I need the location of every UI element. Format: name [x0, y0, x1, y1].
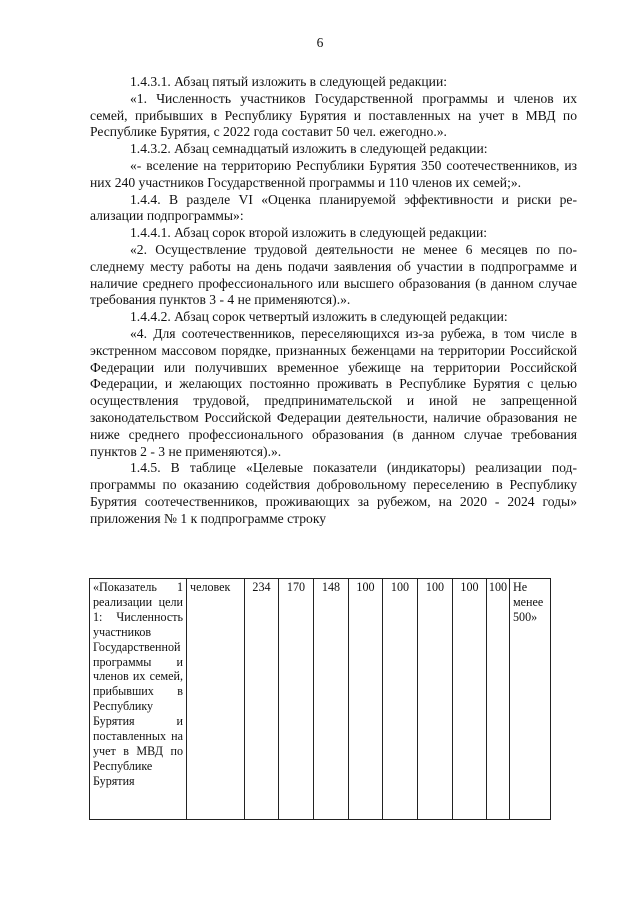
value-cell: 100 [383, 579, 418, 820]
paragraph: «2. Осуществление трудовой деятельности не менее 6 месяцев по последнему месту работы на день подачи заявления об участии в подпрограмме и наличие среднего профессионального или высшего образования (в данном случае требования пунктов 3 - 4 не применяются).». [90, 241, 577, 308]
paragraph: «1. Численность участников Государственной программы и членов их семей, прибывших в Республику Бурятия и поставленных на учет в МВД по Республике Бурятия, с 2022 года составит 50 чел. ежегодно.». [90, 90, 577, 140]
unit-cell: человек [187, 579, 245, 820]
target-value-cell: Не менее 500» [510, 579, 551, 820]
value-cell: 234 [245, 579, 279, 820]
paragraph: 1.4.4.1. Абзац сорок второй изложить в следующей редакции: [130, 225, 488, 241]
document-body [90, 74, 577, 528]
indicator-name-cell: «Показатель 1 реализации цели 1: Численность участников Государственной программы и членов их семей, прибывших в Республику Бурятия и поставленных на учет в МВД по Республике Бурятия [90, 579, 187, 820]
paragraph: 1.4.4.2. Абзац сорок четвертый изложить в следующей редакции: [130, 309, 508, 325]
paragraph: «- вселение на территорию Республики Бурятия 350 соотечественников, из них 240 участников Государственной программы и 110 членов их семей;». [90, 157, 577, 190]
indicator-table [89, 578, 551, 820]
page-number: 6 [316, 35, 324, 50]
paragraph: 1.4.3.1. Абзац пятый изложить в следующей редакции: [130, 74, 448, 89]
table-row [90, 579, 551, 820]
value-cell: 100 [487, 579, 510, 820]
value-cell: 170 [279, 579, 314, 820]
value-cell: 100 [418, 579, 453, 820]
paragraph: 1.4.5. В таблице «Целевые показатели (индикаторы) реализации подпрограммы по оказанию содействия добровольному переселению в Республику Бурятия соотечественников, проживающих за рубежом, на 2020 - 2024 годы» приложения № 1 к подпрограмме строку [90, 460, 577, 526]
paragraph: «4. Для соотечественников, переселяющихся из-за рубежа, в том числе в экстренном массовом порядке, признанных беженцами на территории Российской Федерации или получивших временное убежище на территории Российской Федерации, и желающих постоянно проживать в Республике Бурятия с целью осуществления трудовой, предпринимательской и иной не запрещенной законодательством Российской Федерации деятельности, наличие образования не ниже среднего профессионального образования (в данном случае требования пунктов 2 - 3 не применяются).». [90, 325, 577, 459]
value-cell: 100 [453, 579, 487, 820]
value-cell: 100 [349, 579, 383, 820]
paragraph: 1.4.4. В разделе VI «Оценка планируемой эффективности и риски реализации подпрограммы»: [90, 191, 577, 224]
value-cell: 148 [314, 579, 349, 820]
paragraph: 1.4.3.2. Абзац семнадцатый изложить в следующей редакции: [130, 141, 488, 157]
